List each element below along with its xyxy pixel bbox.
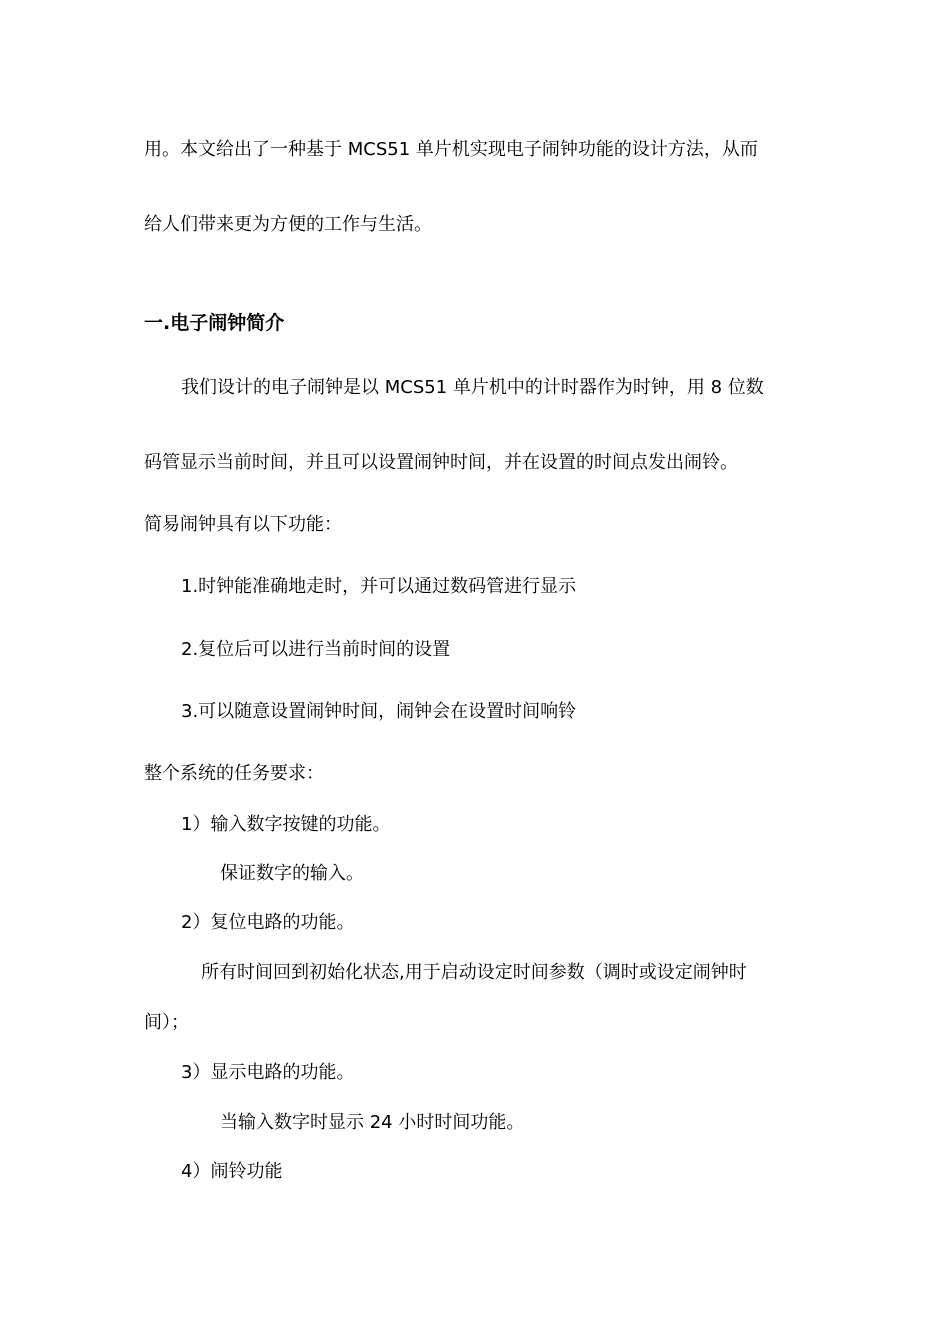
requirement-2-title: 2）复位电路的功能。	[181, 912, 355, 933]
features-intro: 简易闹钟具有以下功能：	[144, 514, 342, 535]
feature-item-3: 3.可以随意设置闹钟时间，闹钟会在设置时间响铃	[181, 701, 577, 722]
intro-line-2: 给人们带来更为方便的工作与生活。	[144, 214, 432, 235]
requirement-3-desc: 当输入数字时显示 24 小时时间功能。	[220, 1112, 525, 1133]
requirement-2-desc-line-2: 间）；	[144, 1012, 189, 1033]
requirements-intro: 整个系统的任务要求：	[144, 763, 324, 784]
requirement-4-title: 4）闹铃功能	[181, 1161, 283, 1182]
section-heading: 一.电子闹钟简介	[144, 312, 285, 334]
requirement-1-desc: 保证数字的输入。	[220, 863, 364, 884]
requirement-3-title: 3）显示电路的功能。	[181, 1062, 355, 1083]
feature-item-2: 2.复位后可以进行当前时间的设置	[181, 639, 451, 660]
requirement-2-desc-line-1: 所有时间回到初始化状态,用于启动设定时间参数（调时或设定闹钟时	[201, 962, 747, 983]
feature-item-1: 1.时钟能准确地走时，并可以通过数码管进行显示	[181, 576, 577, 597]
paragraph-line-2: 码管显示当前时间，并且可以设置闹钟时间，并在设置的时间点发出闹铃。	[144, 452, 738, 473]
paragraph-line-1: 我们设计的电子闹钟是以 MCS51 单片机中的计时器作为时钟，用 8 位数	[181, 377, 764, 398]
intro-line-1: 用。本文给出了一种基于 MCS51 单片机实现电子闹钟功能的设计方法，从而	[144, 139, 758, 160]
requirement-1-title: 1）输入数字按键的功能。	[181, 814, 391, 835]
